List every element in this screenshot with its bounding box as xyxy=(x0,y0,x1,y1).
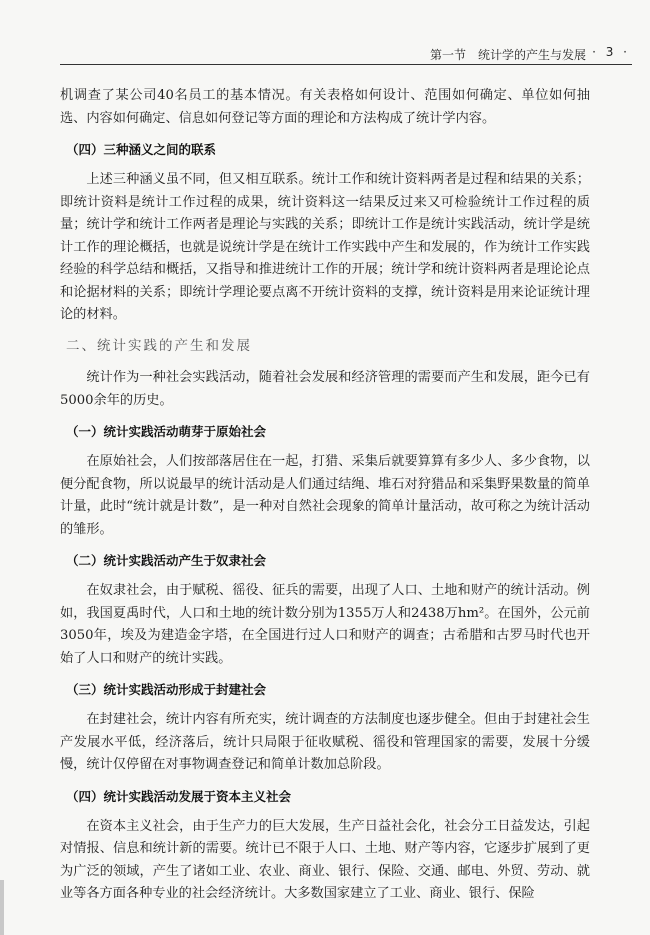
paragraph-slave-society: 在奴隶社会，由于赋税、徭役、征兵的需要，出现了人口、土地和财产的统计活动。例如，我国夏禹时代，人口和土地的统计数分别为1355万人和2438万hm²。在国外，公元前3050年，埃及为建造金字塔，在全国进行过人口和财产的调查；古希腊和古罗马时代也开始了人口和财产的统计实践。 xyxy=(60,583,590,666)
paragraph-practice-intro: 统计作为一种社会实践活动，随着社会发展和经济管理的需要而产生和发展，距今已有5000余年的历史。 xyxy=(60,370,590,408)
paragraph-primitive-society: 在原始社会，人们按部落居住在一起，打猎、采集后就要算算有多少人、多少食物，以便分配食物，所以说最早的统计活动是人们通过结绳、堆石对狩猎品和采集野果数量的简单计量，此时“统计就是计数”，是一种对自然社会现象的简单计量活动，故可称之为统计活动的雏形。 xyxy=(60,454,590,537)
paragraph-continuation: 机调查了某公司40名员工的基本情况。有关表格如何设计、范围如何确定、单位如何抽选、内容如何确定、信息如何登记等方面的理论和方法构成了统计学内容。 xyxy=(60,88,590,126)
heading-feudal-society: （三）统计实践活动形成于封建社会 xyxy=(66,682,267,697)
paragraph-capitalist-society: 在资本主义社会，由于生产力的巨大发展，生产日益社会化，社会分工日益发达，引起对情报、信息和统计新的需要。统计已不限于人口、土地、财产等内容，它逐步扩展到了更为广泛的领域，产生了诸如工业、农业、商业、银行、保险、交通、邮电、外贸、劳动、就业等各方面各种专业的社会经济统计。大多数国家建立了工业、商业、银行、保险 xyxy=(60,818,590,901)
page-body xyxy=(60,85,590,906)
heading-three-meanings-relation: （四）三种涵义之间的联系 xyxy=(66,142,217,157)
paragraph-feudal-society: 在封建社会，统计内容有所充实，统计调查的方法制度也逐步健全。但由于封建社会生产发展水平低，经济落后，统计只局限于征收赋税、徭役和管理国家的需要，发展十分缓慢，统计仅停留在对事物调查登记和简单计数加总阶段。 xyxy=(60,712,590,772)
heading-capitalist-society: （四）统计实践活动发展于资本主义社会 xyxy=(66,788,292,804)
paragraph-three-meanings: 上述三种涵义虽不同，但又相互联系。统计工作和统计资料两者是过程和结果的关系；即统计资料是统计工作过程的成果，统计资料这一结果反过来又可检验统计工作过程的质量；统计学和统计工作两者是理论与实践的关系；即统计工作是统计实践活动，统计学是统计工作的理论概括，也就是说统计学是在统计工作实践中产生和发展的，作为统计工作实践经验的科学总结和概括，又指导和推进统计工作的开展；统计学和统计资料两者是理论论点和论据材料的关系；即统计学理论要点离不开统计资料的支撑，统计资料是用来论证统计理论的材料。 xyxy=(60,172,590,322)
heading-primitive-society: （一）统计实践活动萌芽于原始社会 xyxy=(66,424,267,439)
scan-edge-mark xyxy=(0,880,4,935)
page-number: · 3 · xyxy=(592,45,630,59)
section-title: 第一节 统计学的产生与发展 xyxy=(429,48,586,62)
heading-slave-society: （二）统计实践活动产生于奴隶社会 xyxy=(66,553,267,568)
heading-practice-origin: 二、统计实践的产生和发展 xyxy=(66,337,252,354)
page-header xyxy=(60,44,632,65)
